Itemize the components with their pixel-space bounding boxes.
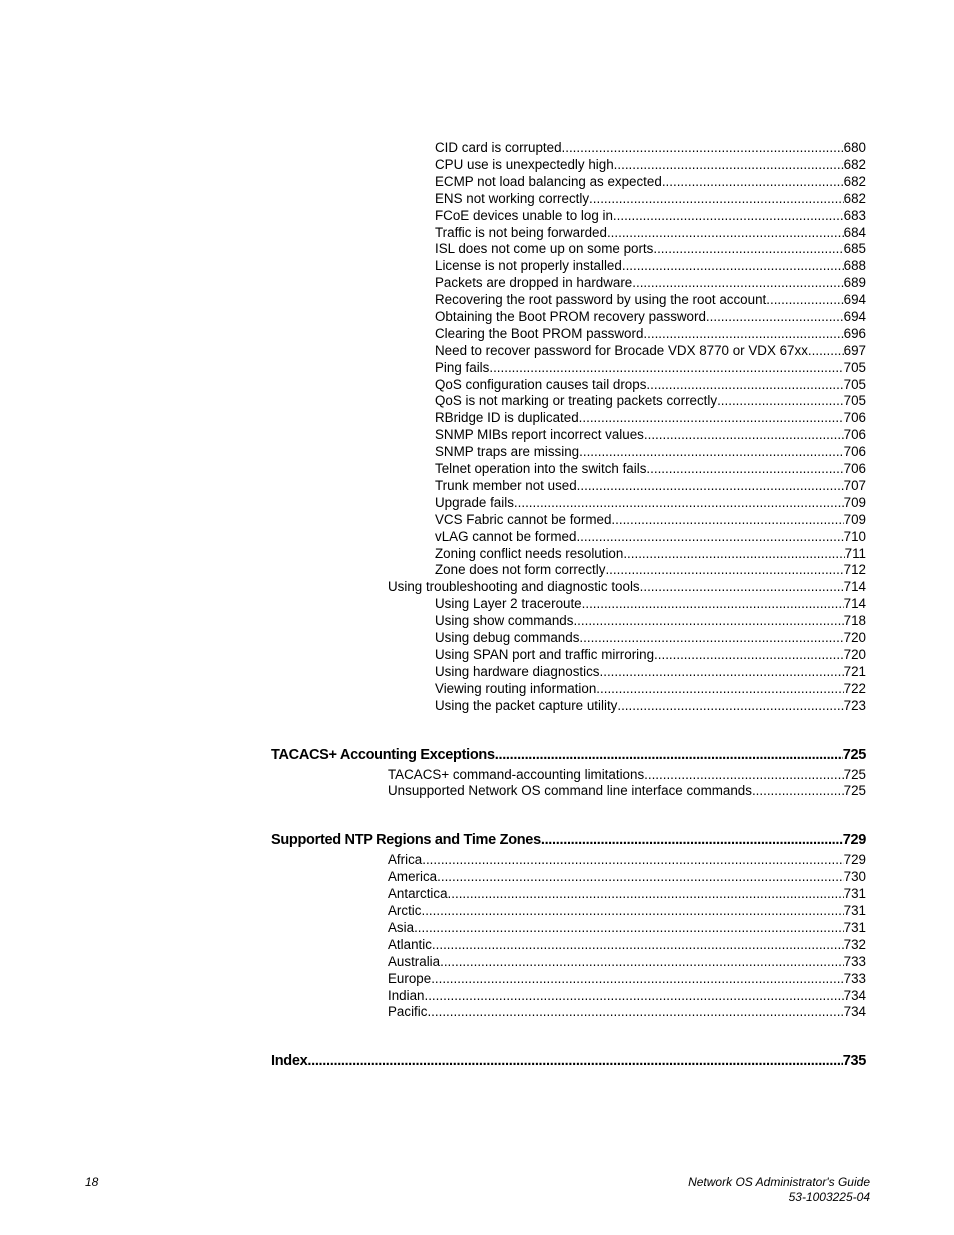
toc-entry-title: License is not properly installed (435, 258, 622, 273)
toc-dot-leader (440, 953, 844, 970)
toc-page-number: 697 (843, 343, 866, 358)
toc-page-number: 718 (843, 613, 866, 628)
toc-page-number: 682 (843, 174, 866, 189)
toc-page-number: 725 (842, 747, 866, 763)
toc-dot-leader (431, 970, 843, 987)
toc-dot-leader (752, 782, 844, 799)
toc-entry-title: America (388, 869, 438, 884)
toc-dot-leader (766, 291, 843, 308)
toc-page-number: 732 (843, 937, 866, 952)
toc-entry[interactable] (388, 902, 866, 919)
toc-page-number: 721 (843, 664, 866, 679)
toc-page-number: 680 (843, 140, 866, 155)
toc-entry[interactable] (435, 274, 866, 291)
toc-entry-title: Supported NTP Regions and Time Zones (271, 832, 541, 848)
toc-entry[interactable] (435, 697, 866, 714)
toc-entry[interactable] (435, 595, 866, 612)
toc-page-number: 705 (843, 377, 866, 392)
toc-dot-leader (653, 240, 843, 257)
toc-entry[interactable] (435, 680, 866, 697)
toc-entry[interactable] (388, 919, 866, 936)
toc-entry[interactable] (435, 477, 866, 494)
toc-entry-title: Indian (388, 988, 425, 1003)
footer-document-info (688, 1175, 870, 1205)
toc-entry-title: Viewing routing information (435, 681, 597, 696)
toc-entry[interactable] (435, 545, 866, 562)
toc-page-number: 682 (843, 157, 866, 172)
toc-dot-leader (808, 342, 844, 359)
toc-entry[interactable] (435, 325, 866, 342)
toc-entry-title: Index (271, 1053, 308, 1069)
toc-page-number: 709 (843, 512, 866, 527)
toc-entry-title: CID card is corrupted (435, 140, 562, 155)
footer-page-number (85, 1175, 98, 1190)
toc-entry-title: ECMP not load balancing as expected (435, 174, 662, 189)
toc-entry[interactable] (388, 782, 866, 799)
toc-page-number: 706 (843, 427, 866, 442)
toc-entry[interactable] (388, 868, 866, 885)
toc-entry[interactable] (435, 494, 866, 511)
toc-entry-title: Ping fails (435, 360, 490, 375)
toc-dot-leader (414, 919, 844, 936)
toc-entry-title: RBridge ID is duplicated (435, 410, 579, 425)
toc-entry-title: Asia (388, 920, 415, 935)
toc-entry-title: TACACS+ command-accounting limitations (388, 767, 645, 782)
toc-entry-title: vLAG cannot be formed (435, 529, 577, 544)
toc-entry-title: Obtaining the Boot PROM recovery password (435, 309, 706, 324)
toc-page-number: 683 (843, 208, 866, 223)
toc-entry-title: Need to recover password for Brocade VDX 8770 or VDX 67xx (435, 343, 808, 358)
toc-page-number: 712 (843, 562, 866, 577)
toc-dot-leader (654, 646, 844, 663)
toc-entry-title: FCoE devices unable to log in (435, 208, 613, 223)
toc-dot-leader (424, 987, 843, 1004)
toc-entry-title: ISL does not come up on some ports (435, 241, 654, 256)
toc-page-number: 706 (843, 410, 866, 425)
toc-entry-title: Clearing the Boot PROM password (435, 326, 644, 341)
toc-dot-leader (644, 426, 844, 443)
toc-entry-title: Upgrade fails (435, 495, 514, 510)
toc-entry[interactable] (435, 173, 866, 190)
toc-entry[interactable] (388, 885, 866, 902)
toc-entry-title: Using show commands (435, 613, 574, 628)
toc-entry[interactable] (435, 291, 866, 308)
toc-dot-leader (427, 1003, 843, 1020)
toc-page-number: 685 (843, 241, 866, 256)
toc-chapter-entry[interactable] (271, 1052, 866, 1071)
toc-dot-leader (307, 1052, 842, 1071)
toc-dot-leader (577, 477, 844, 494)
toc-dot-leader (589, 190, 844, 207)
toc-dot-leader (495, 746, 843, 765)
toc-entry-title: CPU use is unexpectedly high (435, 157, 614, 172)
toc-entry[interactable] (388, 987, 866, 1004)
toc-entry-title: Recovering the root password by using the root account (435, 292, 767, 307)
toc-entry[interactable] (435, 224, 866, 241)
toc-chapter-entry[interactable] (271, 746, 866, 765)
toc-dot-leader (576, 528, 843, 545)
toc-entry-title: Telnet operation into the switch fails (435, 461, 647, 476)
toc-entry[interactable] (388, 578, 866, 595)
toc-entry-title: ENS not working correctly (435, 191, 590, 206)
toc-entry[interactable] (435, 612, 866, 629)
toc-page-number: 725 (843, 783, 866, 798)
toc-dot-leader (617, 697, 843, 714)
toc-page-number: 723 (843, 698, 866, 713)
toc-dot-leader (622, 257, 844, 274)
toc-dot-leader (646, 460, 843, 477)
toc-page-number: 705 (843, 393, 866, 408)
page-number: 18 (85, 1175, 99, 1189)
toc-entry-title: Using debug commands (435, 630, 580, 645)
toc-entry-title: Traffic is not being forwarded (435, 225, 607, 240)
toc-entry-title: Zone does not form correctly (435, 562, 606, 577)
toc-page-number: 730 (843, 869, 866, 884)
toc-entry[interactable] (435, 629, 866, 646)
toc-entry[interactable] (435, 308, 866, 325)
toc-page-number: 689 (843, 275, 866, 290)
toc-entry-title: Using troubleshooting and diagnostic tools (388, 579, 640, 594)
toc-entry[interactable] (435, 663, 866, 680)
toc-dot-leader (613, 207, 844, 224)
toc-page-number: 710 (843, 529, 866, 544)
toc-entry[interactable] (435, 359, 866, 376)
toc-entry[interactable] (388, 970, 866, 987)
toc-page-number: 733 (843, 971, 866, 986)
toc-entry[interactable] (435, 139, 866, 156)
toc-entry-title: Australia (388, 954, 441, 969)
toc-entry-title: Packets are dropped in hardware (435, 275, 633, 290)
toc-dot-leader (432, 936, 844, 953)
toc-entry[interactable] (388, 953, 866, 970)
toc-entry-title: Arctic (388, 903, 422, 918)
toc-entry-title: Trunk member not used (435, 478, 577, 493)
toc-page-number: 725 (843, 767, 866, 782)
document-title: Network OS Administrator's Guide (688, 1175, 870, 1189)
toc-page-number: 720 (843, 647, 866, 662)
toc-page-number: 714 (843, 596, 866, 611)
toc-dot-leader (607, 224, 844, 241)
toc-entry-title: Zoning conflict needs resolution (435, 546, 624, 561)
toc-page-number: 688 (843, 258, 866, 273)
toc-entry[interactable] (435, 376, 866, 393)
toc-dot-leader (623, 545, 844, 562)
toc-dot-leader (489, 359, 843, 376)
toc-page-number: 711 (844, 546, 866, 561)
toc-page-number: 731 (843, 920, 866, 935)
toc-entry[interactable] (435, 392, 866, 409)
toc-entry-title: Using SPAN port and traffic mirroring (435, 647, 655, 662)
toc-page-number: 729 (842, 832, 866, 848)
toc-dot-leader (562, 139, 844, 156)
toc-entry-title: VCS Fabric cannot be formed (435, 512, 612, 527)
toc-entry-title: Antarctica (388, 886, 448, 901)
toc-entry-title: Using Layer 2 traceroute (435, 596, 582, 611)
toc-entry-title: Unsupported Network OS command line interface commands (388, 783, 752, 798)
toc-page-number: 734 (843, 1004, 866, 1019)
toc-dot-leader (596, 680, 843, 697)
toc-page-number: 720 (843, 630, 866, 645)
toc-page-number: 684 (843, 225, 866, 240)
toc-entry-title: SNMP traps are missing (435, 444, 580, 459)
toc-entry[interactable] (435, 156, 866, 173)
toc-dot-leader (646, 376, 843, 393)
toc-page-number: 735 (842, 1053, 866, 1069)
toc-entry[interactable] (388, 1003, 866, 1020)
toc-entry[interactable] (388, 766, 866, 783)
toc-dot-leader (514, 494, 844, 511)
toc-entry-title: QoS configuration causes tail drops (435, 377, 647, 392)
toc-chapter-entry[interactable] (271, 831, 866, 850)
toc-dot-leader (600, 663, 844, 680)
toc-dot-leader (579, 629, 843, 646)
toc-entry[interactable] (435, 240, 866, 257)
toc-dot-leader (717, 392, 844, 409)
toc-page-number: 734 (843, 988, 866, 1003)
toc-dot-leader (422, 851, 843, 868)
toc-page-number: 733 (843, 954, 866, 969)
toc-dot-leader (614, 156, 844, 173)
toc-entry[interactable] (435, 207, 866, 224)
toc-dot-leader (644, 766, 844, 783)
toc-entry-title: SNMP MIBs report incorrect values (435, 427, 644, 442)
toc-dot-leader (632, 274, 843, 291)
toc-entry[interactable] (435, 426, 866, 443)
toc-page-number: 729 (843, 852, 866, 867)
toc-page-number: 705 (843, 360, 866, 375)
toc-entry[interactable] (435, 342, 866, 359)
toc-dot-leader (706, 308, 844, 325)
toc-entry[interactable] (435, 646, 866, 663)
toc-page-number: 706 (843, 444, 866, 459)
toc-entry-title: Pacific (388, 1004, 428, 1019)
toc-entry-title: Using hardware diagnostics (435, 664, 600, 679)
toc-page-number: 706 (843, 461, 866, 476)
toc-page-number: 709 (843, 495, 866, 510)
toc-dot-leader (421, 902, 843, 919)
toc-dot-leader (573, 612, 843, 629)
toc-entry[interactable] (435, 528, 866, 545)
toc-page-number: 696 (843, 326, 866, 341)
toc-page-number: 694 (843, 292, 866, 307)
document-number: 53-1003225-04 (788, 1190, 870, 1204)
toc-entry[interactable] (435, 190, 866, 207)
toc-dot-leader (605, 561, 843, 578)
toc-dot-leader (662, 173, 844, 190)
toc-dot-leader (611, 511, 843, 528)
toc-dot-leader (582, 595, 844, 612)
toc-entry-title: Africa (388, 852, 423, 867)
toc-page-number: 731 (843, 903, 866, 918)
toc-entry[interactable] (388, 936, 866, 953)
toc-entry-title: Europe (388, 971, 432, 986)
toc-page-number: 714 (843, 579, 866, 594)
toc-entry[interactable] (435, 443, 866, 460)
toc-dot-leader (437, 868, 844, 885)
toc-entry[interactable] (388, 851, 866, 868)
toc-entry[interactable] (435, 460, 866, 477)
toc-entry-title: Using the packet capture utility (435, 698, 618, 713)
toc-page-number: 722 (843, 681, 866, 696)
toc-entry-title: QoS is not marking or treating packets correctly (435, 393, 718, 408)
toc-dot-leader (640, 578, 844, 595)
toc-dot-leader (541, 831, 843, 850)
toc-page-number: 707 (843, 478, 866, 493)
toc-entry-title: TACACS+ Accounting Exceptions (271, 747, 495, 763)
toc-dot-leader (579, 443, 844, 460)
toc-page-number: 694 (843, 309, 866, 324)
toc-page-number: 731 (843, 886, 866, 901)
toc-entry[interactable] (435, 257, 866, 274)
toc-dot-leader (643, 325, 843, 342)
toc-dot-leader (448, 885, 844, 902)
toc-page-number: 682 (843, 191, 866, 206)
toc-entry[interactable] (435, 561, 866, 578)
toc-entry[interactable] (435, 511, 866, 528)
toc-entry-title: Atlantic (388, 937, 432, 952)
toc-dot-leader (579, 409, 844, 426)
toc-entry[interactable] (435, 409, 866, 426)
